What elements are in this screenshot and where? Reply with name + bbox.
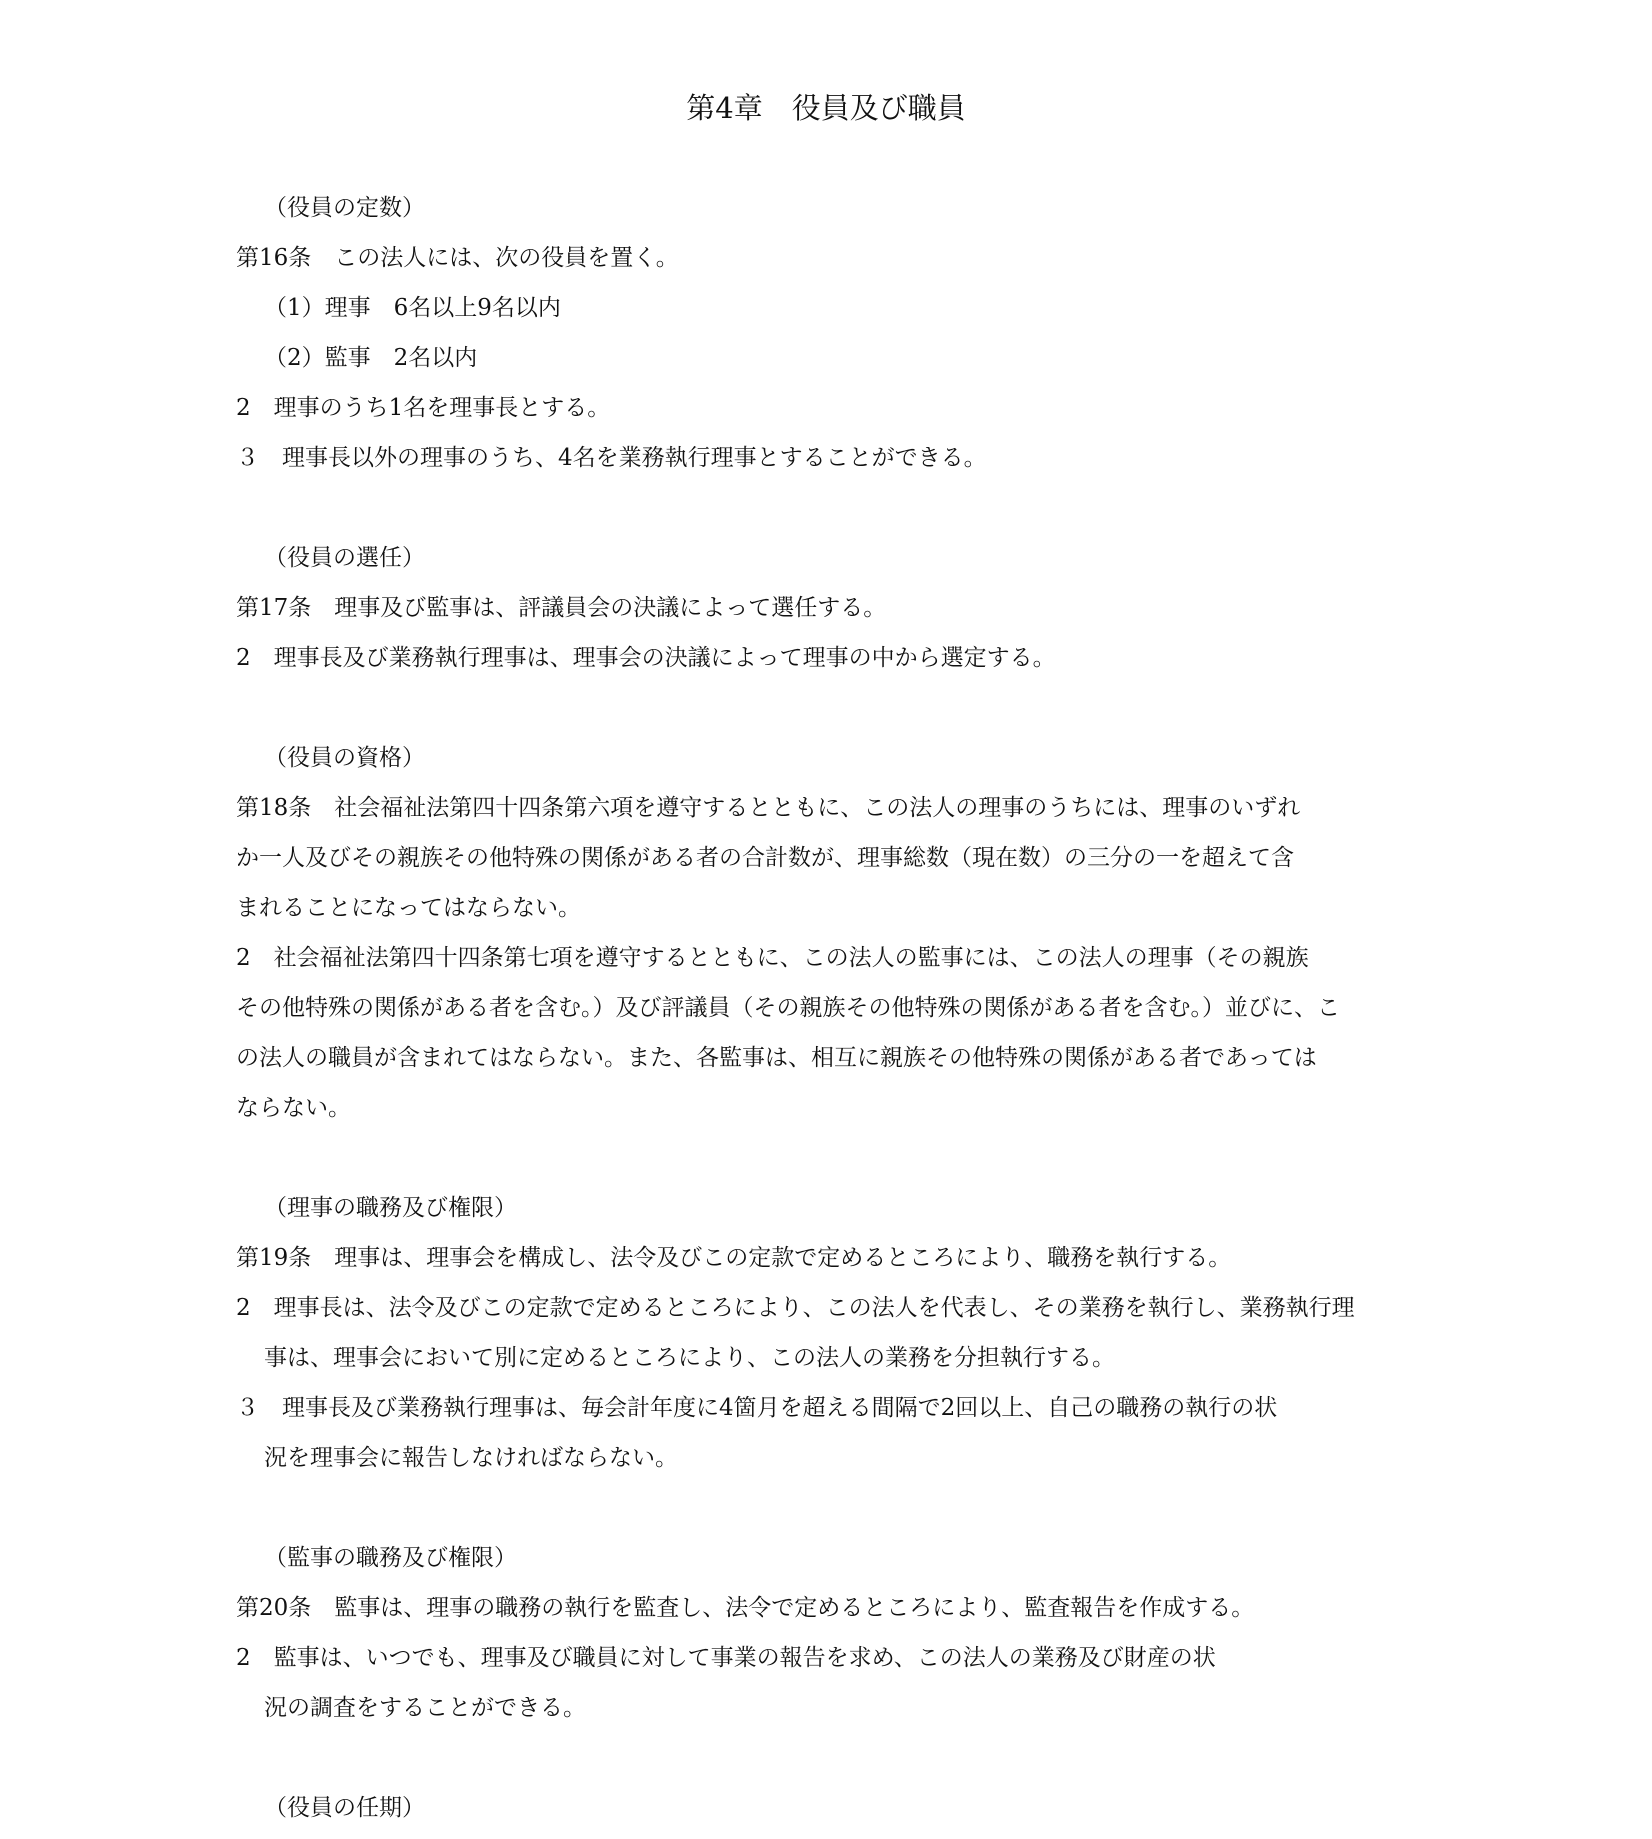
section-heading-auditor-duties: （監事の職務及び権限） [264, 1545, 517, 1571]
article-16: 第16条 この法人には、次の役員を置く。 [236, 245, 679, 271]
section-heading-director-duties: （理事の職務及び権限） [264, 1195, 517, 1221]
article-19-paragraph-3-line-2: 況を理事会に報告しなければならない。 [264, 1445, 678, 1471]
article-20-paragraph-2-line-1: 2 監事は、いつでも、理事及び職員に対して事業の報告を求め、この法人の業務及び財産の状 [236, 1645, 1216, 1671]
article-18-paragraph-2-line-4: ならない。 [236, 1095, 351, 1121]
article-16-paragraph-3: ３ 理事長以外の理事のうち、4名を業務執行理事とすることができる。 [236, 445, 987, 471]
section-heading-officer-count: （役員の定数） [264, 195, 425, 221]
article-16-paragraph-2: 2 理事のうち1名を理事長とする。 [236, 395, 611, 421]
section-heading-officer-election: （役員の選任） [264, 545, 425, 571]
article-18-line-3: まれることになってはならない。 [236, 895, 581, 921]
section-heading-officer-term: （役員の任期） [264, 1795, 425, 1821]
article-18-line-2: か一人及びその親族その他特殊の関係がある者の合計数が、理事総数（現在数）の三分の一を超えて含 [236, 845, 1294, 871]
article-19-paragraph-2-line-2: 事は、理事会において別に定めるところにより、この法人の業務を分担執行する。 [264, 1345, 1115, 1371]
article-18-paragraph-2-line-1: 2 社会福祉法第四十四条第七項を遵守するとともに、この法人の監事には、この法人の理事（その親族 [236, 945, 1309, 971]
article-20: 第20条 監事は、理事の職務の執行を監査し、法令で定めるところにより、監査報告を作成する。 [236, 1595, 1255, 1621]
article-16-item-1: （1）理事 6名以上9名以内 [264, 295, 561, 321]
article-20-paragraph-2-line-2: 況の調査をすることができる。 [264, 1695, 586, 1721]
article-18-paragraph-2-line-3: の法人の職員が含まれてはならない。また、各監事は、相互に親族その他特殊の関係がある者であっては [236, 1045, 1317, 1071]
article-16-item-2: （2）監事 2名以内 [264, 345, 478, 371]
article-19-paragraph-3-line-1: ３ 理事長及び業務執行理事は、毎会計年度に4箇月を超える間隔で2回以上、自己の職務の執行の状 [236, 1395, 1278, 1421]
article-17-paragraph-2: 2 理事長及び業務執行理事は、理事会の決議によって理事の中から選定する。 [236, 645, 1056, 671]
chapter-title: 第4章 役員及び職員 [686, 91, 966, 125]
article-18-paragraph-2-line-2: その他特殊の関係がある者を含む。）及び評議員（その親族その他特殊の関係がある者を含む。）並びに、こ [236, 995, 1340, 1021]
section-heading-officer-qualification: （役員の資格） [264, 745, 425, 771]
article-17: 第17条 理事及び監事は、評議員会の決議によって選任する。 [236, 595, 887, 621]
article-19-paragraph-2-line-1: 2 理事長は、法令及びこの定款で定めるところにより、この法人を代表し、その業務を執行し、業務執行理 [236, 1295, 1355, 1321]
article-19: 第19条 理事は、理事会を構成し、法令及びこの定款で定めるところにより、職務を執行する。 [236, 1245, 1232, 1271]
article-18-line-1: 第18条 社会福祉法第四十四条第六項を遵守するとともに、この法人の理事のうちには、理事のいずれ [236, 795, 1301, 821]
